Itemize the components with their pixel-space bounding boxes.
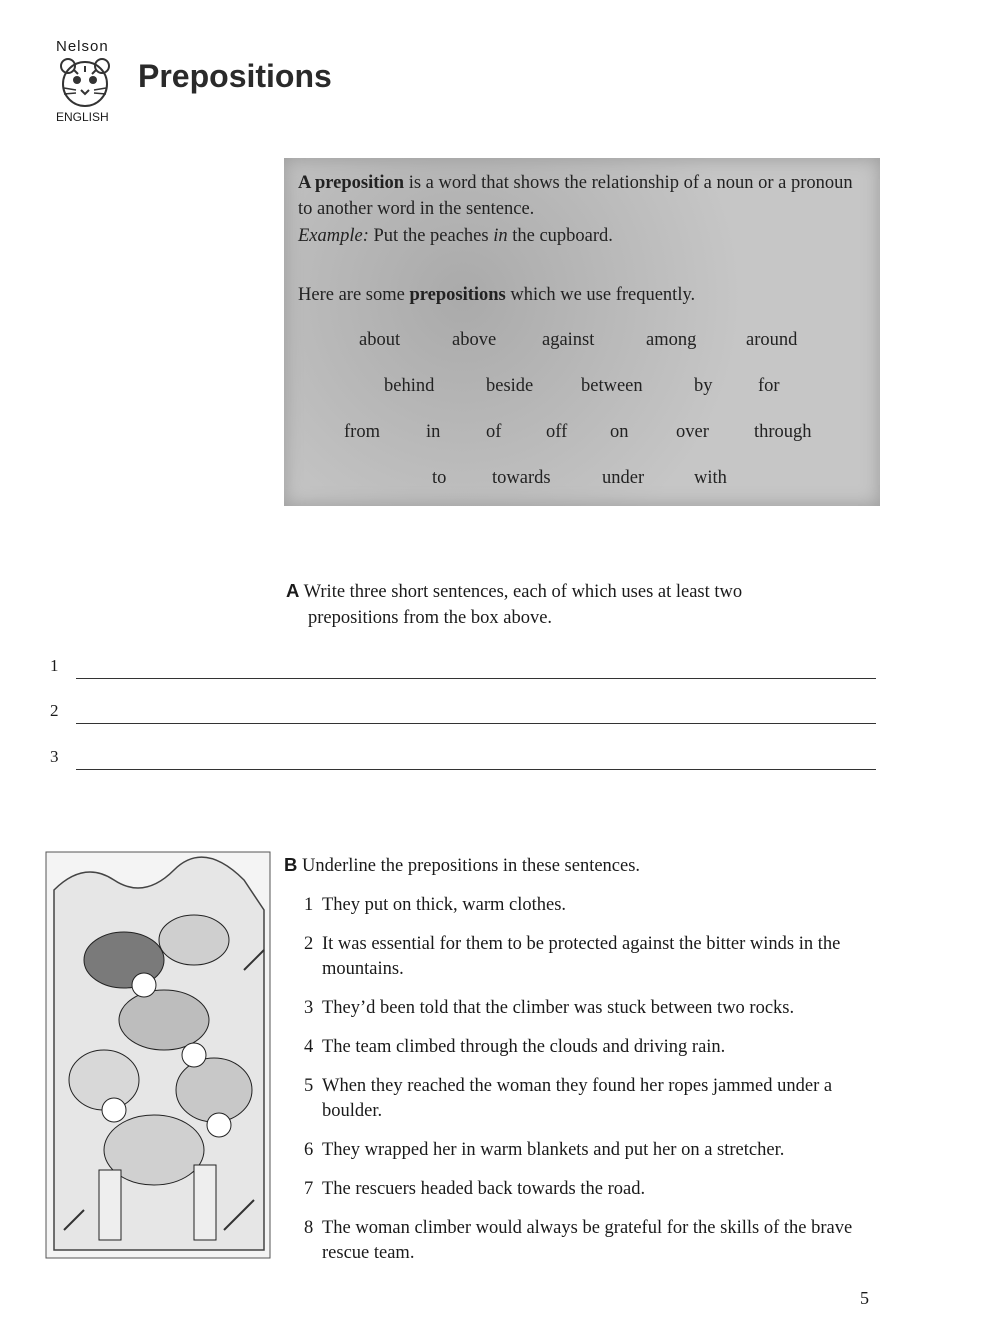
preposition-word: in (426, 422, 441, 442)
exercise-a-instruction-line2: prepositions from the box above. (308, 608, 553, 628)
example-after: the cupboard. (507, 226, 613, 246)
exercise-a-line1-text: Write three short sentences, each of which uses at least two (303, 582, 743, 602)
answer-line[interactable] (76, 678, 876, 679)
answer-number: 2 (50, 701, 59, 720)
preposition-word: beside (486, 376, 534, 396)
preposition-word: around (746, 330, 798, 350)
nelson-english-logo (46, 38, 126, 128)
preposition-word: over (676, 422, 709, 442)
exercise-b-instruction (284, 852, 884, 879)
preposition-word: with (694, 468, 727, 488)
example-text (298, 223, 613, 249)
preposition-word: to (432, 468, 447, 488)
preposition-info-box (284, 158, 880, 506)
intro-before: Here are some (298, 285, 410, 305)
preposition-word: for (758, 376, 780, 396)
preposition-list-intro (298, 282, 695, 308)
sentence-item (304, 1177, 884, 1202)
sentence-item (304, 1138, 884, 1163)
sentence-number: 7 (304, 1179, 314, 1199)
sentence-item (304, 1074, 884, 1124)
answer-number: 1 (50, 656, 59, 675)
exercise-b-letter: B (284, 854, 298, 875)
definition-text (298, 170, 868, 222)
sentence-number: 4 (304, 1037, 314, 1057)
sentence-number: 3 (304, 998, 314, 1018)
definition-rest: is a word that shows the relationship of a noun or a pronoun to another word in the sentence. (298, 173, 853, 219)
preposition-word: through (754, 422, 812, 442)
sentence-item (304, 932, 884, 982)
exercise-a-letter: A (286, 580, 300, 601)
logo-bottom-text: ENGLISH (56, 110, 109, 124)
exercise-b-instruction-text: Underline the prepositions in these sentences. (302, 856, 641, 876)
preposition-word: towards (492, 468, 551, 488)
tiger-icon (54, 56, 116, 112)
preposition-word: under (602, 468, 645, 488)
sentence-text[interactable]: The team climbed through the clouds and driving rain. (322, 1037, 726, 1057)
preposition-word: off (546, 422, 568, 442)
answer-line-row[interactable] (50, 701, 876, 727)
mountain-rescue-illustration (44, 850, 272, 1260)
answer-line[interactable] (76, 769, 876, 770)
exercise-b (284, 852, 884, 1280)
answer-line[interactable] (76, 723, 876, 724)
preposition-word: among (646, 330, 697, 350)
preposition-word: of (486, 422, 502, 442)
intro-bold: prepositions (409, 285, 506, 305)
sentence-text[interactable]: They put on thick, warm clothes. (322, 895, 567, 915)
preposition-word: behind (384, 376, 435, 396)
sentence-number: 1 (304, 895, 314, 915)
sentence-text[interactable]: The rescuers headed back towards the road. (322, 1179, 646, 1199)
preposition-word: from (344, 422, 380, 442)
sentence-text[interactable]: The woman climber would always be grateful for the skills of the brave rescue team. (322, 1218, 853, 1263)
preposition-word: about (359, 330, 401, 350)
sentence-text[interactable]: They wrapped her in warm blankets and put her on a stretcher. (322, 1140, 785, 1160)
preposition-word: between (581, 376, 643, 396)
example-before: Put the peaches (368, 226, 494, 246)
preposition-word: against (542, 330, 595, 350)
sentence-item (304, 1035, 884, 1060)
intro-after: which we use frequently. (505, 285, 696, 305)
sentence-text[interactable]: When they reached the woman they found her ropes jammed under a boulder. (322, 1076, 833, 1121)
definition-term: A preposition (298, 173, 405, 193)
sentence-item (304, 996, 884, 1021)
example-label: Example: (298, 226, 369, 246)
exercise-a (286, 578, 846, 631)
exercise-a-instruction-line1 (286, 578, 846, 605)
answer-number: 3 (50, 747, 59, 766)
sentence-number: 5 (304, 1076, 314, 1096)
answer-line-row[interactable] (50, 656, 876, 682)
sentence-number: 6 (304, 1140, 314, 1160)
answer-line-row[interactable] (50, 747, 876, 773)
sentence-item (304, 1216, 884, 1266)
sentence-item (304, 893, 884, 918)
logo-top-text: Nelson (56, 38, 109, 55)
preposition-word: on (610, 422, 629, 442)
sentence-text[interactable]: They’d been told that the climber was stuck between two rocks. (322, 998, 795, 1018)
sentence-number: 8 (304, 1218, 314, 1238)
preposition-word: above (452, 330, 497, 350)
page-number: 5 (860, 1288, 869, 1308)
sentence-number: 2 (304, 934, 314, 954)
sentence-text[interactable]: It was essential for them to be protected against the bitter winds in the mountains. (322, 934, 841, 979)
preposition-word: by (694, 376, 713, 396)
page-title: Prepositions (138, 58, 332, 94)
example-italic: in (493, 226, 508, 246)
